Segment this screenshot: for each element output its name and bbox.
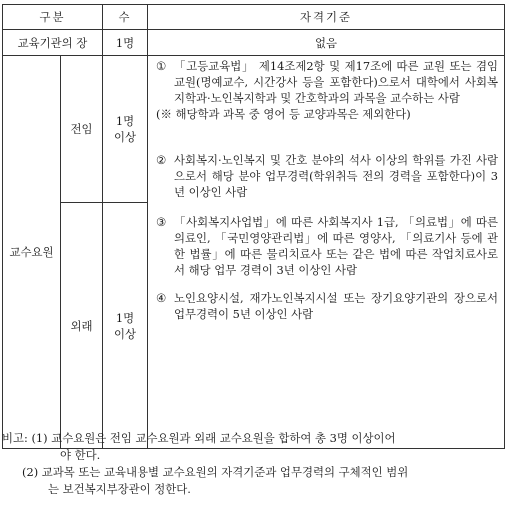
note-text: 교수요원은 전임 교수요원과 외래 교수요원을 합하여 총 3명 이상이어: [51, 431, 396, 445]
cell-fulltime-count: [103, 56, 148, 203]
notes-section: [2, 430, 502, 498]
note-1-continuation: 야 한다.: [60, 448, 101, 462]
criterion-text: 노인요양시설, 재가노인복지시설 또는 장기요양기관의 장으로서 업무경력이 5년 이상인 사람: [174, 291, 499, 321]
cell-head-count: 1명: [103, 30, 148, 56]
criterion-number: ④: [156, 291, 167, 305]
criterion-number: ②: [156, 153, 167, 167]
criterion-text: 「고등교육법」 제14조제2항 및 제17조에 따른 교원 또는 겸임교원(명예교수, 시간강사 등을 포함한다)으로서 대학에서 사회복지학과·노인복지학과 및 간호학과의 과목을 교수하는 사람: [174, 59, 499, 105]
table-row: [3, 30, 505, 56]
note-2: [2, 464, 502, 481]
cell-parttime-label: 외래: [61, 203, 103, 449]
cell-head-qualification: 없음: [148, 30, 505, 56]
cell-fulltime-label: 전임: [61, 56, 103, 203]
qualification-table: [2, 4, 505, 449]
note-1: [2, 430, 502, 447]
fulltime-count-line2: 이상: [114, 130, 137, 144]
header-count: 수: [103, 5, 148, 30]
criterion-3: [156, 214, 498, 278]
criterion-note: [156, 106, 498, 122]
note-text: 교과목 또는 교육내용별 교수요원의 자격기준과 업무경력의 구체적인 범위: [41, 465, 409, 479]
note-number: (2): [22, 465, 39, 479]
header-category: 구분: [3, 5, 103, 30]
note-number: (1): [31, 431, 48, 445]
criterion-4: [156, 290, 498, 322]
criterion-number: ①: [156, 59, 167, 73]
cell-faculty-label: 교수요원: [3, 56, 61, 449]
cell-faculty-criteria: [148, 56, 505, 449]
criterion-text: 사회복지·노인복지 및 간호 분야의 석사 이상의 학위를 가진 사람으로서 해당 분야 업무경력(학위취득 전의 경력을 포함한다)이 3년 이상인 사람: [174, 153, 499, 199]
fulltime-count-line1: 1명: [115, 114, 135, 128]
parttime-count-line1: 1명: [115, 310, 135, 325]
table-row: [3, 56, 505, 203]
note-2-continuation: 는 보건복지부장관이 정한다.: [48, 482, 191, 496]
cell-parttime-count: [103, 203, 148, 449]
table-header-row: [3, 5, 505, 30]
criterion-text: (※ 해당학과 과목 중 영어 등 교양과목은 제외한다): [156, 107, 411, 121]
criterion-1: [156, 58, 498, 106]
criterion-number: ③: [156, 215, 167, 229]
parttime-count-line2: 이상: [114, 326, 137, 341]
notes-prefix: 비고:: [2, 431, 28, 445]
cell-head-category: 교육기관의 장: [3, 30, 103, 56]
header-qualification: 자격기준: [148, 5, 505, 30]
criterion-2: [156, 152, 498, 200]
criterion-text: 「사회복지사업법」에 따른 사회복지사 1급, 「의료법」에 따른 의료인, 「국민영양관리법」에 따른 영양사, 「의료기사 등에 관한 법률」에 따른 물리치료사 또는 같은 법에 따른 작업치료사로서 해당 업무 경력이 3년 이상인 사람: [174, 215, 499, 277]
